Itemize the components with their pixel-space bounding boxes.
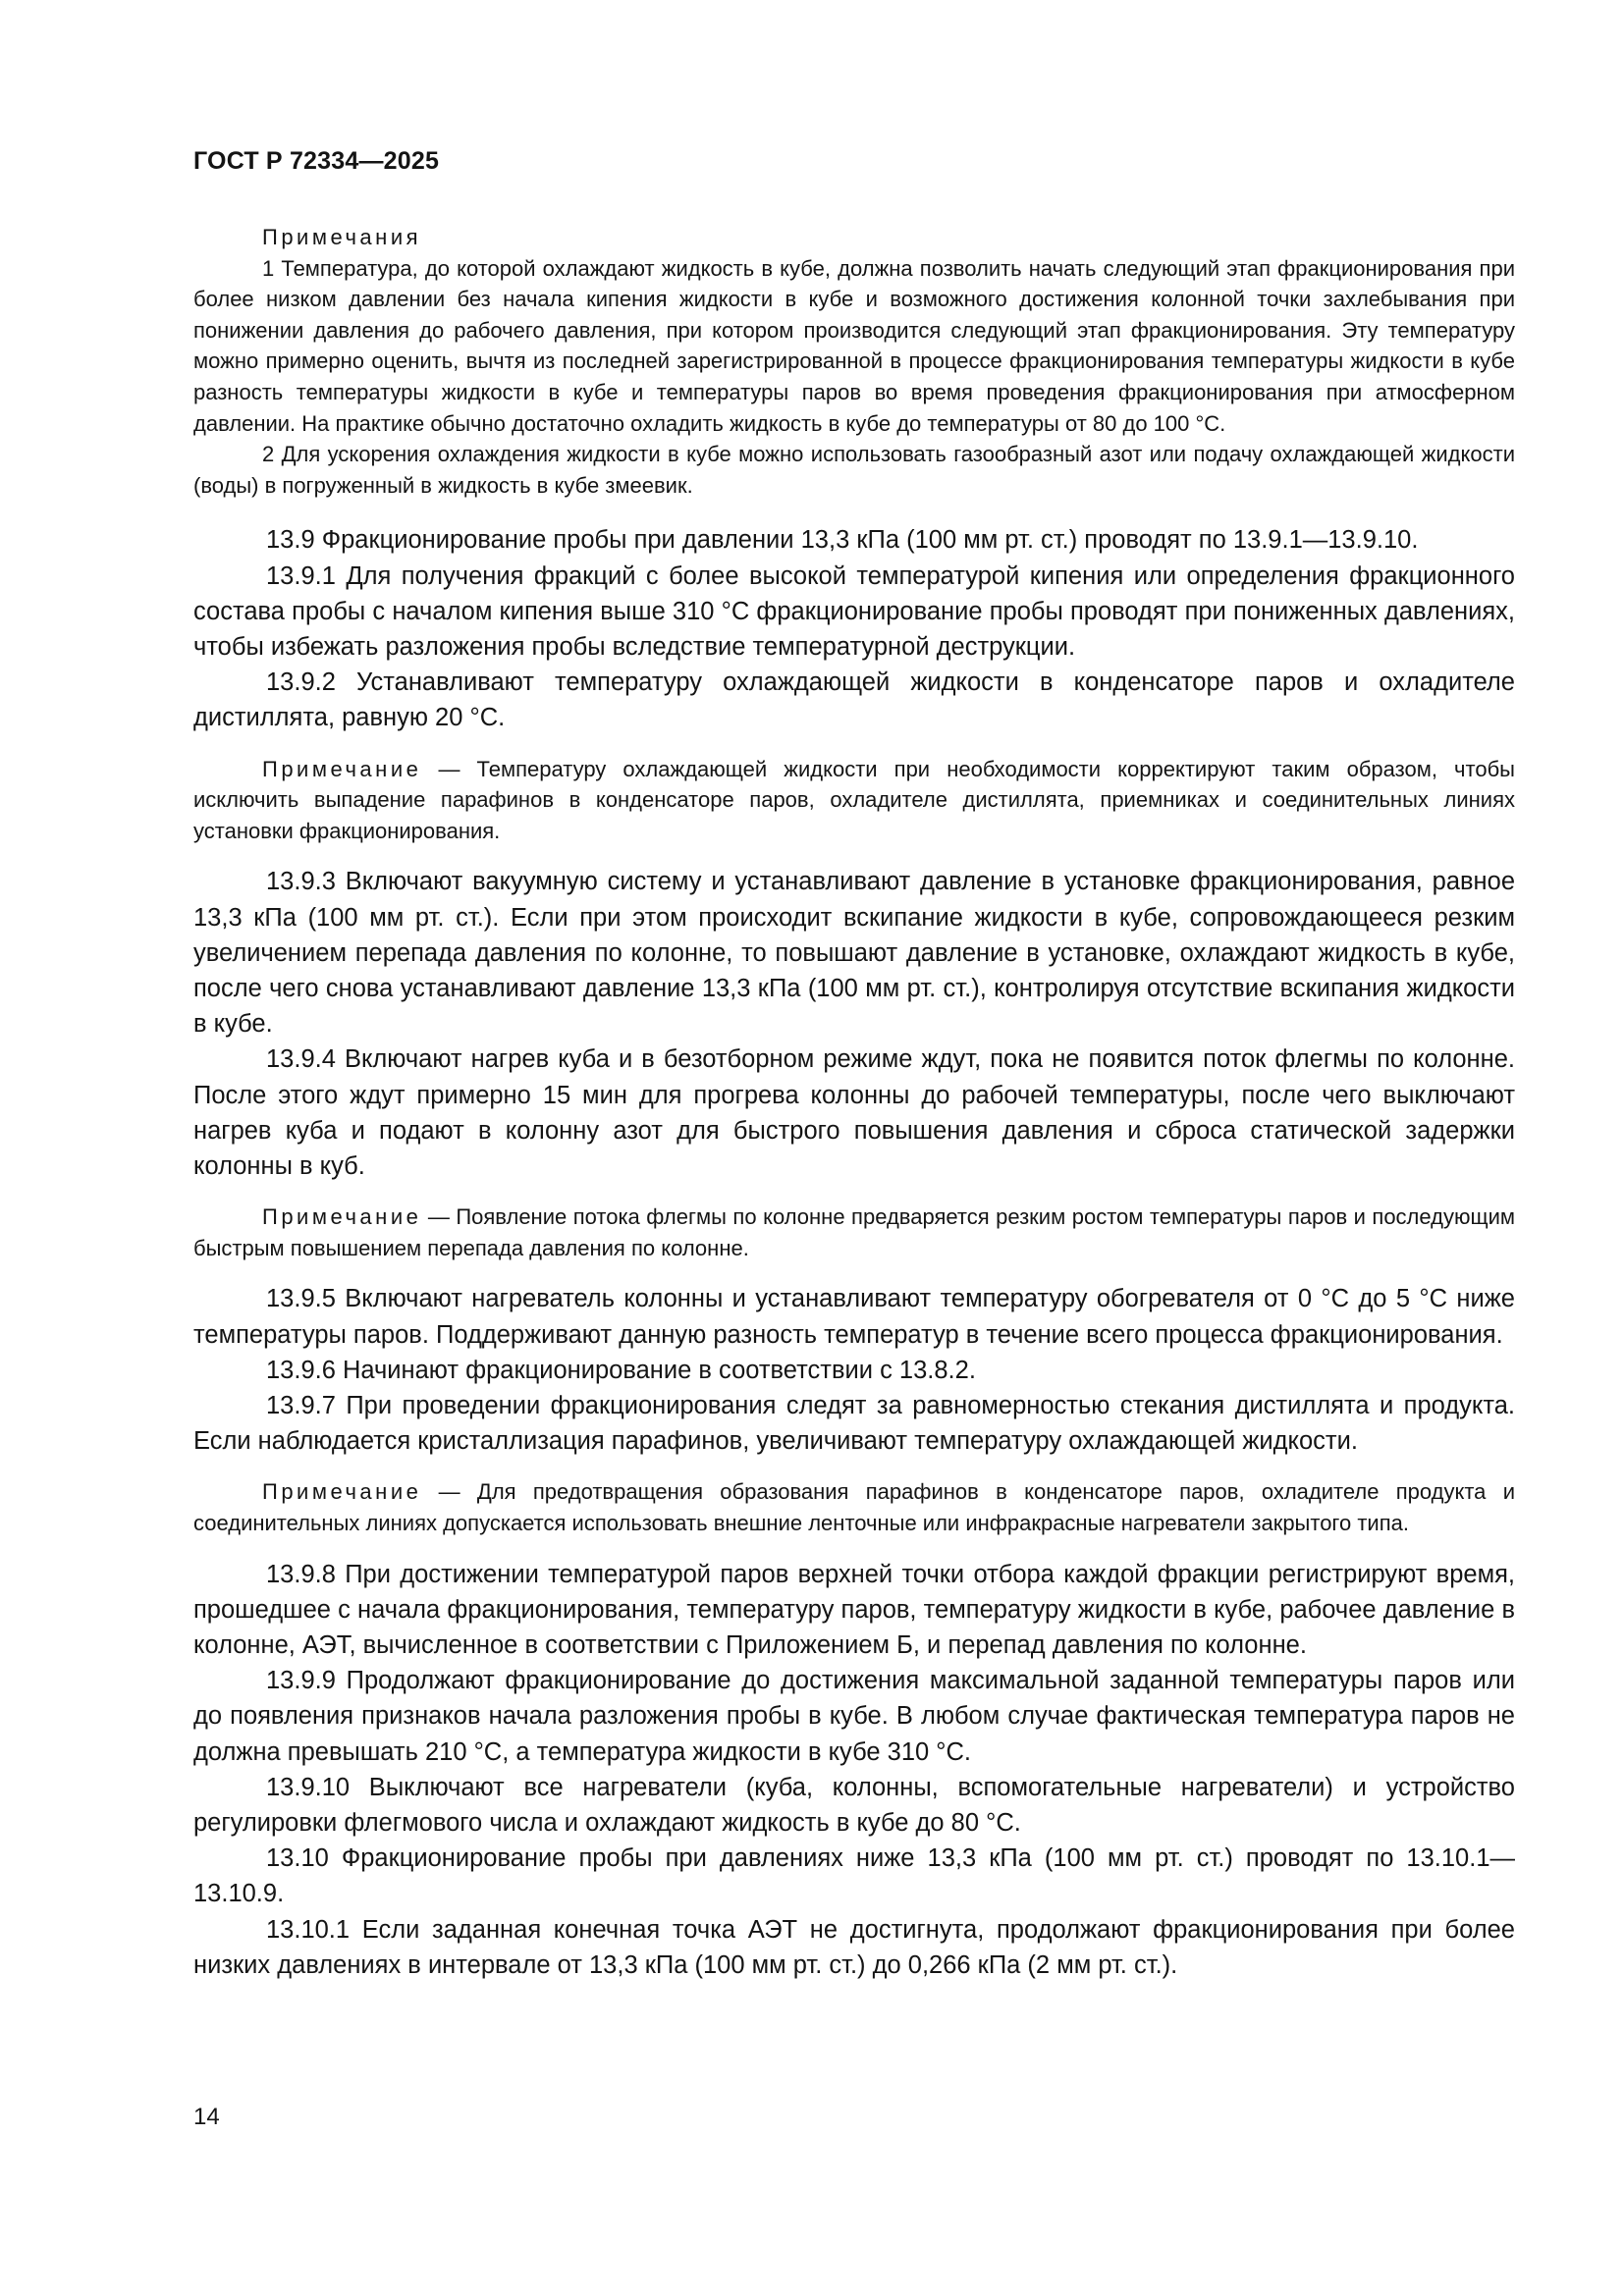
note-label: Примечание xyxy=(262,1479,422,1505)
note-text: — Появление потока флегмы по колонне предваряется резким ростом температуры паров и последующим быстрым повышением перепада давления по колонне. xyxy=(193,1204,1515,1260)
note-13-9-4 xyxy=(193,1201,1515,1263)
document-code: ГОСТ Р 72334—2025 xyxy=(193,147,440,175)
note-label: Примечание xyxy=(262,756,422,781)
paragraph-13-9-2: 13.9.2 Устанавливают температуру охлаждающей жидкости в конденсаторе паров и охладителе дистиллята, равную 20 °С. xyxy=(193,668,1515,732)
page-number: 14 xyxy=(193,2104,220,2130)
paragraph-13-9-10: 13.9.10 Выключают все нагреватели (куба, колонны, вспомогательные нагреватели) и устройство регулировки флегмового числа и охлаждают жидкость в кубе до 80 °С. xyxy=(193,1773,1515,1837)
paragraph-13-9: 13.9 Фракционирование пробы при давлении 13,3 кПа (100 мм рт. ст.) проводят по 13.9.1—13.9.10. xyxy=(266,526,1419,555)
paragraph-13-9-5: 13.9.5 Включают нагреватель колонны и устанавливают температуру обогревателя от 0 °С до 5 °С ниже температуры паров. Поддерживают данную разность температур в течение всего процесса фракционирования. xyxy=(193,1285,1515,1349)
paragraph-13-9-9: 13.9.9 Продолжают фракционирование до достижения максимальной заданной температуры паров или до появления признаков начала разложения пробы в кубе. В любом случае фактическая температура паров не должна превышать 210 °С, а температура жидкости в кубе 310 °С. xyxy=(193,1667,1515,1766)
paragraph-13-9-4: 13.9.4 Включают нагрев куба и в безотборном режиме ждут, пока не появится поток флегмы по колонне. После этого ждут примерно 15 мин для прогрева колонны до рабочей температуры, после чего выключают нагрев куба и подают в колонну азот для быстрого повышения давления и сброса статической задержки колонны в куб. xyxy=(193,1045,1515,1180)
note-13-9-7 xyxy=(193,1476,1515,1538)
note-label: Примечание xyxy=(262,1204,422,1230)
note-item-1: 1 Температура, до которой охлаждают жидкость в кубе, должна позволить начать следующий этап фракционирования при более низком давлении без начала кипения жидкости в кубе и возможного достижения колонной точки захлебывания при понижении давления до рабочего давления, при котором производится следующий этап фракционирования. Эту температуру можно примерно оценить, вычтя из последней зарегистрированной в процессе фракционирования температуры жидкости в кубе разность температуры жидкости в кубе и температуры паров во время проведения фракционирования при атмосферном давлении. На практике обычно достаточно охладить жидкость в кубе до температуры от 80 до 100 °С. xyxy=(193,255,1515,436)
paragraph-13-9-6: 13.9.6 Начинают фракционирование в соответствии с 13.8.2. xyxy=(266,1356,976,1384)
note-item-2: 2 Для ускорения охлаждения жидкости в кубе можно использовать газообразный азот или подачу охлаждающей жидкости (воды) в погруженный в жидкость в кубе змеевик. xyxy=(193,442,1515,498)
paragraph-13-9-1: 13.9.1 Для получения фракций с более высокой температурой кипения или определения фракционного состава пробы с началом кипения выше 310 °С фракционирование пробы проводят при пониженных давлениях, чтобы избежать разложения пробы вследствие температурной деструкции. xyxy=(193,561,1515,661)
note-13-9-2 xyxy=(193,754,1515,847)
paragraph-13-9-3: 13.9.3 Включают вакуумную систему и устанавливают давление в установке фракционирования, равное 13,3 кПа (100 мм рт. ст.). Если при этом происходит вскипание жидкости в кубе, сопровождающееся резким увеличением перепада давления по колонне, то повышают давление в установке, охлаждают жидкость в кубе, после чего снова устанавливают давление 13,3 кПа (100 мм рт. ст.), контролируя отсутствие вскипания жидкости в кубе. xyxy=(193,868,1515,1039)
note-text: — Для предотвращения образования парафинов в конденсаторе паров, охладителе продукта и соединительных линиях допускается использовать внешние ленточные или инфракрасные нагреватели закрытого типа. xyxy=(193,1479,1515,1535)
note-text: — Температуру охлаждающей жидкости при необходимости корректируют таким образом, чтобы исключить выпадение парафинов в конденсаторе паров, охладителе дистиллята, приемниках и соединительных линиях установки фракционирования. xyxy=(193,756,1515,843)
page-content xyxy=(193,222,1515,1983)
paragraph-13-10: 13.10 Фракционирование пробы при давлениях ниже 13,3 кПа (100 мм рт. ст.) проводят по 13.10.1—13.10.9. xyxy=(193,1844,1515,1908)
notes-heading: Примечания xyxy=(262,225,422,249)
paragraph-13-9-7: 13.9.7 При проведении фракционирования следят за равномерностью стекания дистиллята и продукта. Если наблюдается кристаллизация парафинов, увеличивают температуру охлаждающей жидкости. xyxy=(193,1391,1515,1456)
paragraph-13-10-1: 13.10.1 Если заданная конечная точка АЭТ не достигнута, продолжают фракционирования при более низких давлениях в интервале от 13,3 кПа (100 мм рт. ст.) до 0,266 кПа (2 мм рт. ст.). xyxy=(193,1915,1515,1979)
paragraph-13-9-8: 13.9.8 При достижении температурой паров верхней точки отбора каждой фракции регистрируют время, прошедшее с начала фракционирования, температуру паров, температуру жидкости в кубе, рабочее давление в колонне, АЭТ, вычисленное в соответствии с Приложением Б, и перепад давления по колонне. xyxy=(193,1560,1515,1659)
